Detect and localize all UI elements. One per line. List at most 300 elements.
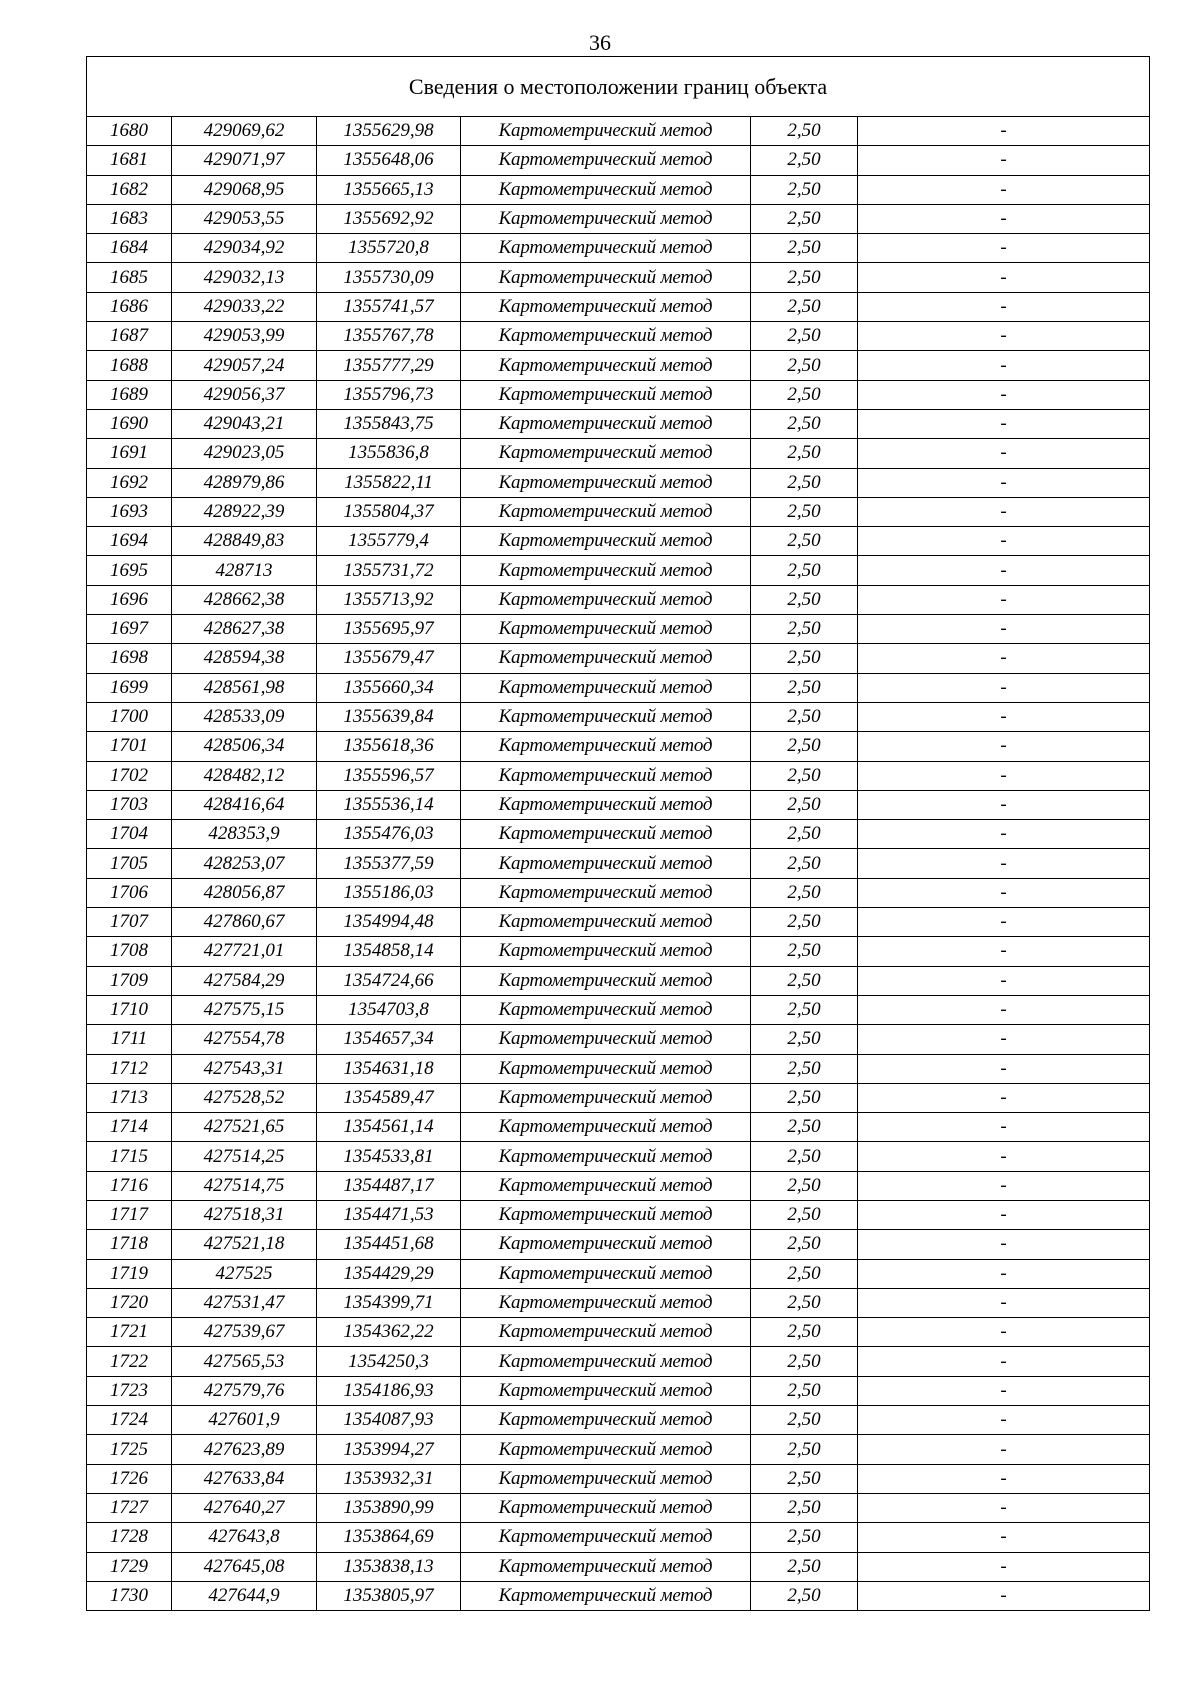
cell-accuracy: 2,50 — [751, 1025, 858, 1054]
cell-coordinate-x: 427640,27 — [172, 1493, 317, 1522]
table-row — [87, 732, 1150, 761]
cell-note: - — [858, 322, 1150, 351]
table-row — [87, 175, 1150, 204]
cell-note: - — [858, 263, 1150, 292]
table-row — [87, 234, 1150, 263]
cell-method: Картометрический метод — [461, 702, 751, 731]
cell-coordinate-y: 1354186,93 — [317, 1376, 461, 1405]
table-row — [87, 117, 1150, 146]
cell-coordinate-x: 427860,67 — [172, 908, 317, 937]
cell-coordinate-y: 1355660,34 — [317, 673, 461, 702]
cell-point-number: 1687 — [87, 322, 172, 351]
boundary-coordinates-table — [86, 56, 1150, 1611]
cell-method: Картометрический метод — [461, 1230, 751, 1259]
cell-point-number: 1682 — [87, 175, 172, 204]
cell-coordinate-x: 427721,01 — [172, 937, 317, 966]
cell-accuracy: 2,50 — [751, 146, 858, 175]
cell-accuracy: 2,50 — [751, 527, 858, 556]
cell-coordinate-x: 428594,38 — [172, 644, 317, 673]
cell-coordinate-y: 1353890,99 — [317, 1493, 461, 1522]
table-row — [87, 263, 1150, 292]
cell-coordinate-x: 428482,12 — [172, 761, 317, 790]
cell-coordinate-x: 429056,37 — [172, 380, 317, 409]
cell-point-number: 1680 — [87, 117, 172, 146]
cell-coordinate-x: 428056,87 — [172, 878, 317, 907]
table-row — [87, 1523, 1150, 1552]
cell-note: - — [858, 673, 1150, 702]
cell-coordinate-x: 428849,83 — [172, 527, 317, 556]
cell-method: Картометрический метод — [461, 175, 751, 204]
cell-note: - — [858, 937, 1150, 966]
cell-method: Картометрический метод — [461, 1113, 751, 1142]
table-row — [87, 849, 1150, 878]
cell-coordinate-y: 1355777,29 — [317, 351, 461, 380]
cell-point-number: 1711 — [87, 1025, 172, 1054]
cell-note: - — [858, 702, 1150, 731]
cell-method: Картометрический метод — [461, 1493, 751, 1522]
table-row — [87, 497, 1150, 526]
cell-coordinate-y: 1354724,66 — [317, 966, 461, 995]
cell-accuracy: 2,50 — [751, 263, 858, 292]
cell-coordinate-y: 1354703,8 — [317, 995, 461, 1024]
cell-point-number: 1696 — [87, 585, 172, 614]
cell-accuracy: 2,50 — [751, 1347, 858, 1376]
cell-point-number: 1694 — [87, 527, 172, 556]
table-row — [87, 615, 1150, 644]
cell-coordinate-y: 1355767,78 — [317, 322, 461, 351]
cell-accuracy: 2,50 — [751, 409, 858, 438]
cell-accuracy: 2,50 — [751, 995, 858, 1024]
table-row — [87, 1025, 1150, 1054]
cell-method: Картометрический метод — [461, 1083, 751, 1112]
cell-method: Картометрический метод — [461, 263, 751, 292]
table-row — [87, 1464, 1150, 1493]
cell-coordinate-y: 1355648,06 — [317, 146, 461, 175]
cell-point-number: 1712 — [87, 1054, 172, 1083]
table-row — [87, 322, 1150, 351]
cell-method: Картометрический метод — [461, 234, 751, 263]
cell-note: - — [858, 908, 1150, 937]
cell-coordinate-y: 1353932,31 — [317, 1464, 461, 1493]
cell-accuracy: 2,50 — [751, 790, 858, 819]
cell-coordinate-y: 1354994,48 — [317, 908, 461, 937]
cell-coordinate-x: 427539,67 — [172, 1318, 317, 1347]
cell-note: - — [858, 439, 1150, 468]
table-row — [87, 1347, 1150, 1376]
cell-point-number: 1707 — [87, 908, 172, 937]
cell-coordinate-y: 1354561,14 — [317, 1113, 461, 1142]
cell-note: - — [858, 585, 1150, 614]
cell-note: - — [858, 761, 1150, 790]
table-title-row — [87, 57, 1150, 117]
cell-accuracy: 2,50 — [751, 468, 858, 497]
cell-coordinate-x: 428662,38 — [172, 585, 317, 614]
table-row — [87, 1083, 1150, 1112]
table-body — [87, 117, 1150, 1611]
cell-accuracy: 2,50 — [751, 497, 858, 526]
cell-accuracy: 2,50 — [751, 820, 858, 849]
cell-coordinate-y: 1353994,27 — [317, 1435, 461, 1464]
table-row — [87, 1113, 1150, 1142]
cell-method: Картометрический метод — [461, 849, 751, 878]
cell-coordinate-x: 427514,75 — [172, 1171, 317, 1200]
cell-method: Картометрический метод — [461, 732, 751, 761]
cell-method: Картометрический метод — [461, 1523, 751, 1552]
cell-point-number: 1704 — [87, 820, 172, 849]
cell-point-number: 1714 — [87, 1113, 172, 1142]
cell-accuracy: 2,50 — [751, 1171, 858, 1200]
cell-note: - — [858, 1200, 1150, 1229]
cell-coordinate-x: 429068,95 — [172, 175, 317, 204]
cell-coordinate-x: 429053,55 — [172, 204, 317, 233]
cell-method: Картометрический метод — [461, 761, 751, 790]
cell-note: - — [858, 556, 1150, 585]
cell-accuracy: 2,50 — [751, 1083, 858, 1112]
cell-accuracy: 2,50 — [751, 761, 858, 790]
cell-point-number: 1689 — [87, 380, 172, 409]
cell-accuracy: 2,50 — [751, 937, 858, 966]
cell-coordinate-y: 1354533,81 — [317, 1142, 461, 1171]
cell-method: Картометрический метод — [461, 1200, 751, 1229]
cell-coordinate-x: 427531,47 — [172, 1288, 317, 1317]
cell-note: - — [858, 1113, 1150, 1142]
cell-accuracy: 2,50 — [751, 1259, 858, 1288]
cell-coordinate-x: 427565,53 — [172, 1347, 317, 1376]
cell-coordinate-x: 427514,25 — [172, 1142, 317, 1171]
cell-coordinate-y: 1355629,98 — [317, 117, 461, 146]
table-row — [87, 878, 1150, 907]
cell-coordinate-y: 1354589,47 — [317, 1083, 461, 1112]
table-row — [87, 585, 1150, 614]
cell-point-number: 1702 — [87, 761, 172, 790]
cell-method: Картометрический метод — [461, 322, 751, 351]
cell-coordinate-y: 1355377,59 — [317, 849, 461, 878]
cell-coordinate-y: 1355822,11 — [317, 468, 461, 497]
cell-coordinate-y: 1354471,53 — [317, 1200, 461, 1229]
cell-coordinate-x: 429069,62 — [172, 117, 317, 146]
cell-coordinate-y: 1353864,69 — [317, 1523, 461, 1552]
cell-coordinate-x: 427528,52 — [172, 1083, 317, 1112]
cell-accuracy: 2,50 — [751, 732, 858, 761]
cell-accuracy: 2,50 — [751, 439, 858, 468]
cell-method: Картометрический метод — [461, 1318, 751, 1347]
cell-point-number: 1703 — [87, 790, 172, 819]
table-row — [87, 556, 1150, 585]
cell-method: Картометрический метод — [461, 204, 751, 233]
cell-accuracy: 2,50 — [751, 878, 858, 907]
cell-method: Картометрический метод — [461, 527, 751, 556]
table-row — [87, 1493, 1150, 1522]
cell-note: - — [858, 1230, 1150, 1259]
cell-note: - — [858, 732, 1150, 761]
cell-accuracy: 2,50 — [751, 1464, 858, 1493]
table-row — [87, 527, 1150, 556]
cell-method: Картометрический метод — [461, 1376, 751, 1405]
cell-method: Картометрический метод — [461, 937, 751, 966]
cell-note: - — [858, 790, 1150, 819]
cell-accuracy: 2,50 — [751, 234, 858, 263]
cell-coordinate-y: 1355639,84 — [317, 702, 461, 731]
cell-point-number: 1685 — [87, 263, 172, 292]
cell-accuracy: 2,50 — [751, 1376, 858, 1405]
cell-note: - — [858, 1171, 1150, 1200]
cell-coordinate-y: 1355720,8 — [317, 234, 461, 263]
cell-method: Картометрический метод — [461, 1259, 751, 1288]
cell-accuracy: 2,50 — [751, 908, 858, 937]
cell-accuracy: 2,50 — [751, 351, 858, 380]
cell-method: Картометрический метод — [461, 615, 751, 644]
cell-coordinate-x: 427584,29 — [172, 966, 317, 995]
table-row — [87, 409, 1150, 438]
cell-note: - — [858, 1259, 1150, 1288]
cell-note: - — [858, 878, 1150, 907]
cell-point-number: 1716 — [87, 1171, 172, 1200]
cell-accuracy: 2,50 — [751, 117, 858, 146]
cell-note: - — [858, 1083, 1150, 1112]
table-row — [87, 790, 1150, 819]
cell-method: Картометрический метод — [461, 1435, 751, 1464]
cell-accuracy: 2,50 — [751, 1054, 858, 1083]
cell-note: - — [858, 1347, 1150, 1376]
cell-method: Картометрический метод — [461, 556, 751, 585]
cell-note: - — [858, 380, 1150, 409]
cell-coordinate-x: 428979,86 — [172, 468, 317, 497]
cell-accuracy: 2,50 — [751, 615, 858, 644]
cell-method: Картометрический метод — [461, 908, 751, 937]
cell-note: - — [858, 117, 1150, 146]
cell-coordinate-x: 427633,84 — [172, 1464, 317, 1493]
cell-note: - — [858, 409, 1150, 438]
cell-coordinate-x: 428416,64 — [172, 790, 317, 819]
cell-point-number: 1730 — [87, 1581, 172, 1610]
cell-note: - — [858, 1493, 1150, 1522]
cell-coordinate-x: 427525 — [172, 1259, 317, 1288]
cell-method: Картометрический метод — [461, 439, 751, 468]
cell-point-number: 1705 — [87, 849, 172, 878]
table-row — [87, 380, 1150, 409]
cell-accuracy: 2,50 — [751, 175, 858, 204]
cell-note: - — [858, 292, 1150, 321]
cell-method: Картометрический метод — [461, 146, 751, 175]
cell-coordinate-x: 427543,31 — [172, 1054, 317, 1083]
cell-point-number: 1708 — [87, 937, 172, 966]
cell-method: Картометрический метод — [461, 409, 751, 438]
cell-coordinate-y: 1355665,13 — [317, 175, 461, 204]
cell-accuracy: 2,50 — [751, 204, 858, 233]
cell-coordinate-x: 428627,38 — [172, 615, 317, 644]
cell-note: - — [858, 1552, 1150, 1581]
cell-method: Картометрический метод — [461, 1552, 751, 1581]
cell-coordinate-y: 1355186,03 — [317, 878, 461, 907]
table-row — [87, 1318, 1150, 1347]
cell-coordinate-x: 429057,24 — [172, 351, 317, 380]
cell-accuracy: 2,50 — [751, 673, 858, 702]
cell-note: - — [858, 146, 1150, 175]
table-row — [87, 1142, 1150, 1171]
cell-note: - — [858, 234, 1150, 263]
cell-note: - — [858, 1435, 1150, 1464]
cell-note: - — [858, 527, 1150, 556]
table-row — [87, 908, 1150, 937]
cell-note: - — [858, 644, 1150, 673]
cell-coordinate-y: 1355731,72 — [317, 556, 461, 585]
table-row — [87, 1288, 1150, 1317]
table-row — [87, 937, 1150, 966]
cell-accuracy: 2,50 — [751, 322, 858, 351]
cell-coordinate-x: 428253,07 — [172, 849, 317, 878]
table-row — [87, 673, 1150, 702]
cell-method: Картометрический метод — [461, 1347, 751, 1376]
cell-coordinate-x: 427521,65 — [172, 1113, 317, 1142]
cell-note: - — [858, 468, 1150, 497]
cell-point-number: 1728 — [87, 1523, 172, 1552]
cell-accuracy: 2,50 — [751, 556, 858, 585]
cell-coordinate-x: 429032,13 — [172, 263, 317, 292]
cell-coordinate-y: 1353805,97 — [317, 1581, 461, 1610]
cell-coordinate-x: 428713 — [172, 556, 317, 585]
cell-method: Картометрический метод — [461, 1171, 751, 1200]
table-row — [87, 1200, 1150, 1229]
cell-note: - — [858, 1318, 1150, 1347]
cell-method: Картометрический метод — [461, 1464, 751, 1493]
cell-coordinate-x: 429023,05 — [172, 439, 317, 468]
table-row — [87, 468, 1150, 497]
cell-method: Картометрический метод — [461, 351, 751, 380]
cell-point-number: 1706 — [87, 878, 172, 907]
cell-point-number: 1692 — [87, 468, 172, 497]
cell-coordinate-x: 427645,08 — [172, 1552, 317, 1581]
cell-point-number: 1695 — [87, 556, 172, 585]
cell-method: Картометрический метод — [461, 673, 751, 702]
cell-coordinate-x: 427601,9 — [172, 1406, 317, 1435]
cell-point-number: 1701 — [87, 732, 172, 761]
cell-coordinate-y: 1354429,29 — [317, 1259, 461, 1288]
table-row — [87, 995, 1150, 1024]
cell-point-number: 1683 — [87, 204, 172, 233]
table-row — [87, 351, 1150, 380]
cell-coordinate-y: 1354087,93 — [317, 1406, 461, 1435]
cell-coordinate-x: 429053,99 — [172, 322, 317, 351]
cell-accuracy: 2,50 — [751, 292, 858, 321]
cell-method: Картометрический метод — [461, 1406, 751, 1435]
table-row — [87, 820, 1150, 849]
cell-method: Картометрический метод — [461, 1054, 751, 1083]
cell-point-number: 1699 — [87, 673, 172, 702]
cell-point-number: 1698 — [87, 644, 172, 673]
cell-point-number: 1720 — [87, 1288, 172, 1317]
cell-coordinate-y: 1355796,73 — [317, 380, 461, 409]
cell-coordinate-y: 1355679,47 — [317, 644, 461, 673]
cell-coordinate-x: 427643,8 — [172, 1523, 317, 1552]
cell-method: Картометрический метод — [461, 1581, 751, 1610]
cell-note: - — [858, 995, 1150, 1024]
table-row — [87, 644, 1150, 673]
cell-coordinate-y: 1355836,8 — [317, 439, 461, 468]
cell-accuracy: 2,50 — [751, 1230, 858, 1259]
table-row — [87, 1259, 1150, 1288]
cell-coordinate-x: 427579,76 — [172, 1376, 317, 1405]
cell-coordinate-x: 429043,21 — [172, 409, 317, 438]
cell-method: Картометрический метод — [461, 117, 751, 146]
cell-method: Картометрический метод — [461, 995, 751, 1024]
cell-coordinate-y: 1355804,37 — [317, 497, 461, 526]
cell-point-number: 1691 — [87, 439, 172, 468]
cell-point-number: 1697 — [87, 615, 172, 644]
cell-coordinate-x: 427554,78 — [172, 1025, 317, 1054]
table-row — [87, 292, 1150, 321]
cell-coordinate-x: 427623,89 — [172, 1435, 317, 1464]
boundary-table-container — [86, 56, 1149, 1611]
cell-note: - — [858, 204, 1150, 233]
cell-method: Картометрический метод — [461, 585, 751, 614]
table-row — [87, 1406, 1150, 1435]
cell-accuracy: 2,50 — [751, 1318, 858, 1347]
cell-note: - — [858, 1288, 1150, 1317]
cell-coordinate-x: 429033,22 — [172, 292, 317, 321]
cell-accuracy: 2,50 — [751, 585, 858, 614]
page-number: 36 — [589, 30, 611, 55]
table-row — [87, 1171, 1150, 1200]
cell-note: - — [858, 966, 1150, 995]
cell-point-number: 1700 — [87, 702, 172, 731]
cell-method: Картометрический метод — [461, 1025, 751, 1054]
cell-point-number: 1725 — [87, 1435, 172, 1464]
cell-note: - — [858, 849, 1150, 878]
cell-coordinate-x: 427518,31 — [172, 1200, 317, 1229]
cell-accuracy: 2,50 — [751, 1200, 858, 1229]
cell-point-number: 1724 — [87, 1406, 172, 1435]
cell-coordinate-x: 427644,9 — [172, 1581, 317, 1610]
cell-coordinate-y: 1354657,34 — [317, 1025, 461, 1054]
cell-accuracy: 2,50 — [751, 1288, 858, 1317]
cell-point-number: 1722 — [87, 1347, 172, 1376]
cell-method: Картометрический метод — [461, 966, 751, 995]
cell-point-number: 1727 — [87, 1493, 172, 1522]
cell-coordinate-x: 428922,39 — [172, 497, 317, 526]
cell-note: - — [858, 1025, 1150, 1054]
cell-note: - — [858, 175, 1150, 204]
cell-point-number: 1713 — [87, 1083, 172, 1112]
cell-point-number: 1710 — [87, 995, 172, 1024]
cell-point-number: 1684 — [87, 234, 172, 263]
cell-coordinate-x: 428533,09 — [172, 702, 317, 731]
cell-coordinate-y: 1355730,09 — [317, 263, 461, 292]
cell-coordinate-y: 1354250,3 — [317, 1347, 461, 1376]
cell-method: Картометрический метод — [461, 1288, 751, 1317]
cell-point-number: 1715 — [87, 1142, 172, 1171]
cell-accuracy: 2,50 — [751, 644, 858, 673]
cell-coordinate-x: 427575,15 — [172, 995, 317, 1024]
cell-point-number: 1717 — [87, 1200, 172, 1229]
table-row — [87, 204, 1150, 233]
cell-note: - — [858, 1142, 1150, 1171]
cell-accuracy: 2,50 — [751, 1406, 858, 1435]
cell-coordinate-y: 1354487,17 — [317, 1171, 461, 1200]
cell-accuracy: 2,50 — [751, 1435, 858, 1464]
table-row — [87, 1581, 1150, 1610]
cell-note: - — [858, 615, 1150, 644]
cell-coordinate-y: 1355618,36 — [317, 732, 461, 761]
cell-point-number: 1681 — [87, 146, 172, 175]
cell-point-number: 1709 — [87, 966, 172, 995]
cell-point-number: 1693 — [87, 497, 172, 526]
cell-accuracy: 2,50 — [751, 1523, 858, 1552]
cell-coordinate-y: 1354399,71 — [317, 1288, 461, 1317]
cell-coordinate-y: 1355692,92 — [317, 204, 461, 233]
cell-method: Картометрический метод — [461, 497, 751, 526]
cell-coordinate-x: 427521,18 — [172, 1230, 317, 1259]
cell-coordinate-y: 1354631,18 — [317, 1054, 461, 1083]
